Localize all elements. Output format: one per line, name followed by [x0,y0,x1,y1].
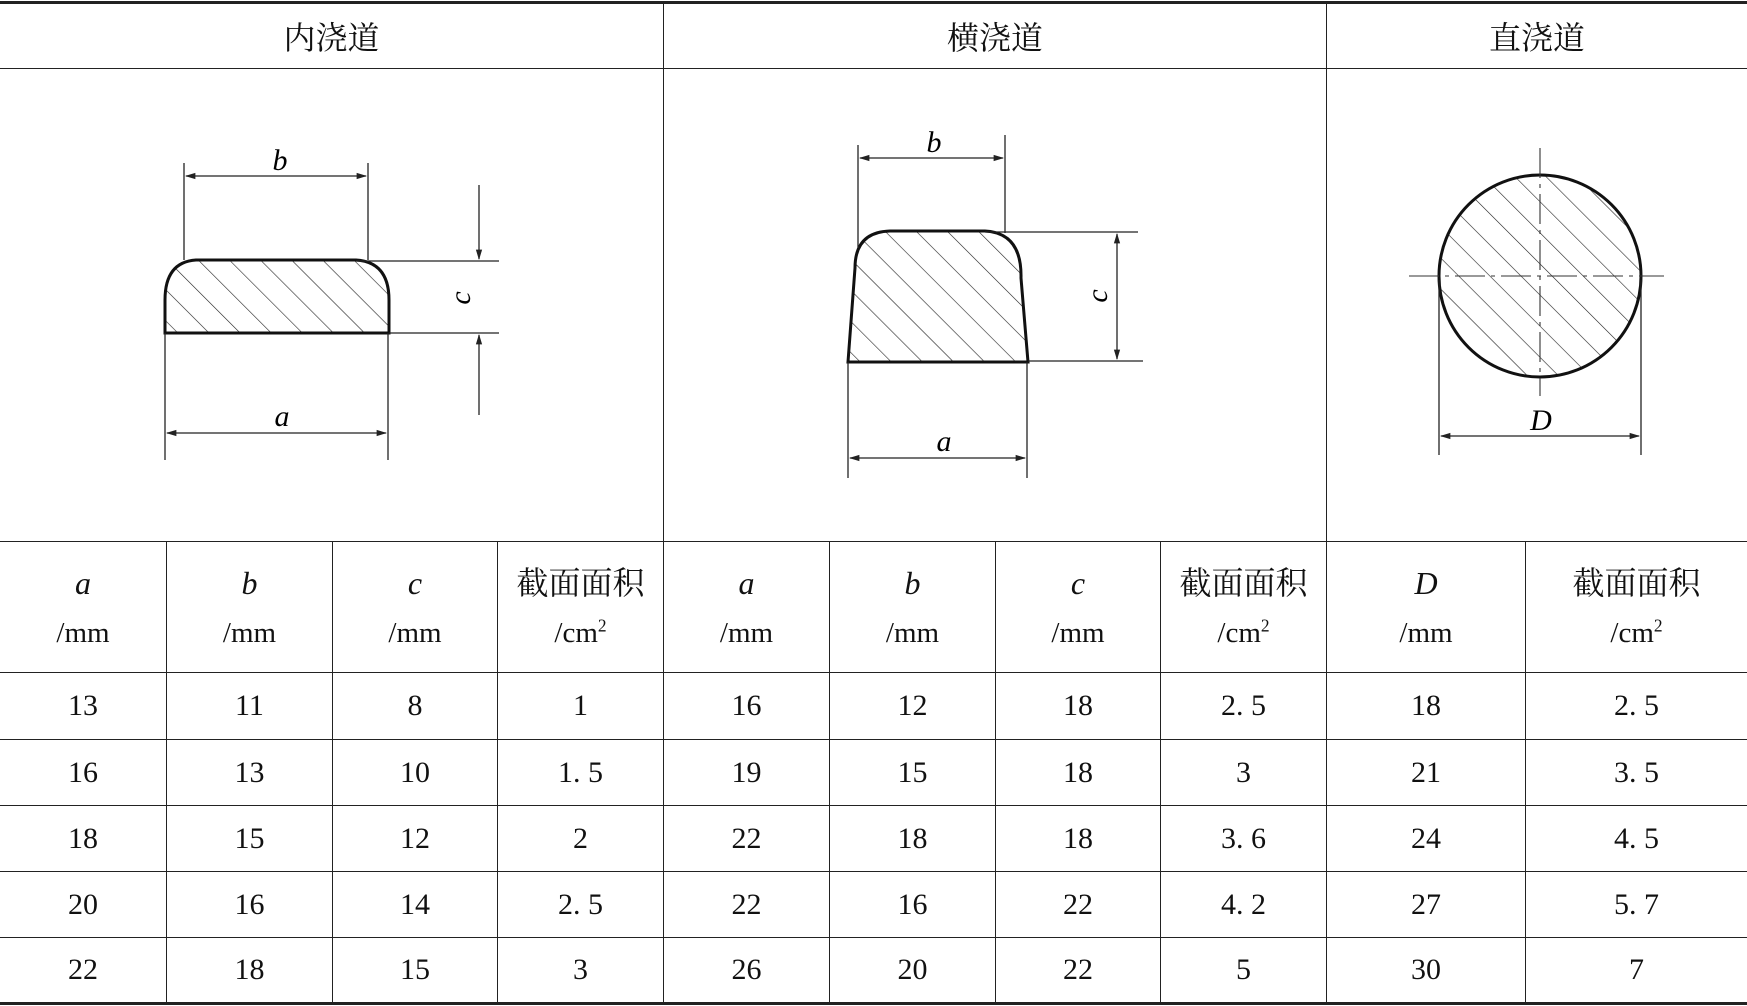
section-title-inner-gate: 内浇道 [283,18,380,57]
col-head-symbol: a [738,564,755,601]
col-head-runner-area [1161,542,1326,672]
table-cell: 13 [68,689,98,722]
runner-cross-section-diagram [664,69,1326,541]
table-cell: 12 [400,821,430,855]
table-cell: 15 [234,821,265,855]
table-cell: 24 [1411,821,1441,855]
table-cell: 19 [731,755,762,789]
table-cell: 11 [235,689,264,722]
col-head-sprue-D [1327,542,1525,672]
inner-gate-cross-section-diagram [0,69,663,541]
table-cell: 13 [234,755,265,789]
col-head-runner-a [664,542,829,672]
col-head-symbol: c [1070,564,1086,601]
table-cell: 16 [731,689,762,722]
col-head-inner-c [333,542,497,672]
table-cell: 3 [1236,755,1251,789]
col-head-unit: /mm [388,616,442,649]
inner-gate-label-b: b [272,144,288,177]
col-head-unit [554,614,607,649]
col-head-inner-a [0,542,166,672]
table-cell: 2. 5 [1614,689,1659,722]
table-cell: 18 [1063,821,1093,855]
unit-exponent: 2 [1653,614,1663,635]
table-cell: 18 [1411,689,1441,722]
table-cell: 16 [897,887,928,921]
section-title-runner: 横浇道 [946,18,1043,57]
sprue-label-D: D [1530,404,1552,437]
table-cell: 8 [407,689,423,722]
table-cell: 3. 6 [1221,821,1266,855]
table-cell: 18 [1063,755,1093,789]
unit-exponent: 2 [597,614,607,635]
col-head-unit: /mm [1051,616,1105,649]
rule-bottom [0,1002,1747,1005]
col-head-inner-b [167,542,332,672]
col-head-unit: /mm [56,616,110,649]
inner-gate-label-c: c [444,291,477,305]
runner-label-c: c [1081,289,1114,303]
table-cell: 1 [573,689,588,722]
table-cell: 4. 2 [1221,887,1266,921]
unit-text: /cm [554,616,598,649]
table-cell: 18 [68,821,98,855]
table-cell: 10 [400,755,430,789]
col-head-runner-c [996,542,1160,672]
col-head-symbol: b [241,564,258,601]
table-cell: 16 [68,755,98,789]
table-cell: 21 [1411,755,1441,789]
table-cell: 5 [1236,953,1251,986]
col-head-symbol: 截面面积 [1572,563,1701,602]
table-cell: 22 [1063,887,1093,921]
table-cell: 20 [897,953,928,986]
col-head-unit: /mm [719,616,774,649]
table-cell: 2. 5 [558,887,603,921]
table-cell: 3. 5 [1614,755,1659,789]
inner-gate-label-a: a [274,400,290,433]
table-cell: 3 [573,953,588,986]
col-head-inner-area [498,542,663,672]
col-head-symbol: c [407,564,423,601]
table-cell: 22 [731,821,762,855]
table-cell: 22 [731,887,762,921]
table-cell: 2. 5 [1221,689,1266,722]
table-cell: 20 [68,887,98,921]
table-cell: 16 [234,887,265,921]
col-head-symbol: b [904,564,921,601]
table-cell: 26 [731,953,762,986]
col-head-unit: /mm [885,616,940,649]
table-cell: 2 [573,821,588,855]
col-head-symbol: a [75,564,91,601]
table-cell: 15 [400,953,430,986]
col-head-sprue-area [1526,542,1747,672]
col-head-symbol: 截面面积 [1179,563,1308,602]
table-cell: 5. 7 [1614,887,1659,921]
runner-label-a: a [936,425,952,458]
table-cell: 15 [897,755,928,789]
sprue-cross-section-diagram [1327,69,1747,541]
col-head-unit [1217,614,1270,649]
table-cell: 4. 5 [1614,821,1659,855]
table-cell: 12 [897,689,928,722]
runner-label-b: b [926,126,942,159]
unit-text: /cm [1610,616,1654,649]
table-cell: 7 [1629,953,1644,986]
table-cell: 18 [1063,689,1093,722]
table-cell: 27 [1411,887,1441,921]
unit-text: /cm [1217,616,1261,649]
col-head-unit: /mm [1399,616,1453,649]
table-cell: 22 [1063,953,1093,986]
col-head-symbol: D [1414,564,1438,601]
table-cell: 1. 5 [558,755,603,789]
col-head-symbol: 截面面积 [516,563,645,602]
table-cell: 18 [234,953,265,986]
col-head-runner-b [830,542,995,672]
table-cell: 30 [1411,953,1441,986]
col-head-unit: /mm [222,616,277,649]
col-head-unit [1610,614,1663,649]
unit-exponent: 2 [1260,614,1270,635]
table-cell: 14 [400,887,430,921]
section-title-sprue: 直浇道 [1488,18,1585,57]
table-cell: 22 [68,953,98,986]
table-cell: 18 [897,821,928,855]
